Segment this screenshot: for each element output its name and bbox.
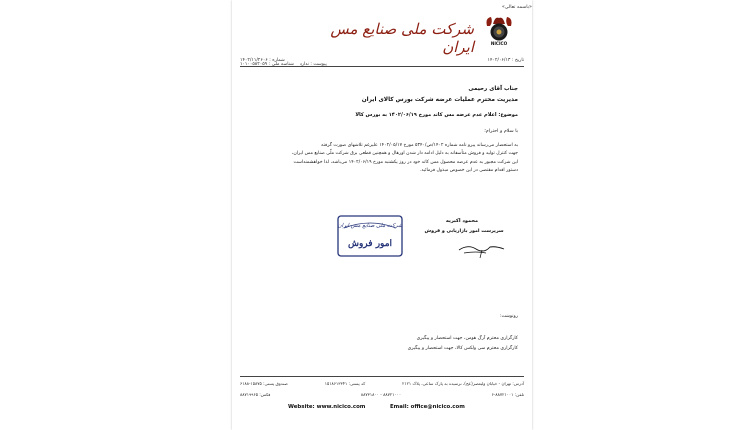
footer-address: آدرس: تهران - خیابان ولیعصر(عج)، نرسیده به پارک ساعی، پلاک ۲۱۲۱ bbox=[402, 381, 524, 386]
letter-date: تاریخ : ۱۴۰۲/۰۶/۱۳ bbox=[487, 58, 524, 63]
signer-name: محمود اکبریه bbox=[445, 218, 479, 224]
body-line: به استحضار می‌رساند پیرو نامه شماره ۱۴۰۲/ص/۵۳۴۰ مورخ ۱۴۰۲/۰۵/۱۷ علیرغم تلاشهای صورت گرفته bbox=[321, 143, 518, 148]
footer-phone: تلفن: ۸۸۷۲۱۰۰۱-۶ bbox=[491, 392, 524, 397]
letter-page bbox=[232, 0, 532, 430]
attachment-label: پیوست : ندارد bbox=[299, 62, 327, 67]
footer-row-2 bbox=[240, 392, 524, 397]
body-line: این شرکت مجبور به عدم عرضه محصول مس کاتد خود در روز یکشنبه مورخ ۱۴۰۲/۰۶/۱۹ می‌باشد، لذا خواهشمنداست bbox=[293, 159, 518, 165]
stamp-bottom-text: امور فروش bbox=[347, 239, 393, 249]
handwritten-signature bbox=[456, 234, 508, 260]
footer-phone-2: ۸۸۷۲۱۰۰۰ - ۸۸۷۳۱۸۰۰ bbox=[360, 392, 402, 397]
footer-divider bbox=[240, 376, 524, 377]
letter-body bbox=[250, 142, 518, 175]
letter-subject: موضوع: اعلام عدم عرضه مس کاتد مورخ ۱۴۰۲/۰۶/۱۹ به بورس کالا bbox=[355, 112, 518, 118]
recipient-role: مدیریت محترم عملیات عرضه شرکت بورس کالای ایران bbox=[361, 97, 518, 103]
body-line: دستور اقدام مقتضی در این خصوص مبذول فرمائید. bbox=[419, 167, 518, 173]
footer-postal-code: کد پستی: ۱۵۱۸۶۱۳۳۴۱ bbox=[324, 381, 366, 386]
letter-number: شماره : ۱۴۰۲/۱۱/۲۶۰۶ bbox=[240, 58, 285, 63]
footer-fax: فکس: ۸۸۷۱۹۹۶۵ bbox=[240, 392, 271, 397]
company-name: شرکت ملی صنایع مس ایران bbox=[330, 20, 474, 56]
letter-meta-row-2 bbox=[240, 62, 524, 67]
signer-role: سرپرست امور بازاریابی و فروش bbox=[424, 229, 504, 234]
greeting: با سلام و احترام؛ bbox=[484, 129, 518, 134]
cc-item: کارگزاری محترم آرگ هومن، جهت استحضار و پیگیری bbox=[416, 336, 518, 341]
footer-email[interactable]: Email: office@nicico.com bbox=[390, 404, 465, 410]
footer-po-box: صندوق پستی: ۱۵۸۷۵-۶۱۸۸ bbox=[240, 381, 288, 386]
national-id: شناسه ملی : ۱۰۱۰۰۵۸۲۰۵۹ bbox=[240, 62, 294, 67]
basmala-heading: «باسمه تعالی» bbox=[501, 5, 532, 10]
company-logo-icon bbox=[482, 12, 516, 46]
cc-title: رونوشت: bbox=[500, 314, 518, 319]
footer-website[interactable]: Website: www.nicico.com bbox=[288, 404, 366, 410]
body-line: جهت کنترل تولید و فروش متأسفانه به دلیل ادامه دار شدن اورهال و همچنین قطعی برق شرکت ملّی صنایع مس ایران، bbox=[291, 151, 518, 157]
recipient-name: جناب آقای رحیمی bbox=[468, 86, 518, 92]
cc-item: کارگزاری محترم سی ولکس کالا، جهت استحضار و پیگیری bbox=[407, 346, 518, 351]
stamp-top-text: شرکت ملی صنایع مس ایران bbox=[337, 223, 403, 229]
footer-row-1 bbox=[240, 381, 524, 386]
official-stamp bbox=[336, 214, 404, 258]
logo-caption: NICICO bbox=[490, 41, 508, 46]
